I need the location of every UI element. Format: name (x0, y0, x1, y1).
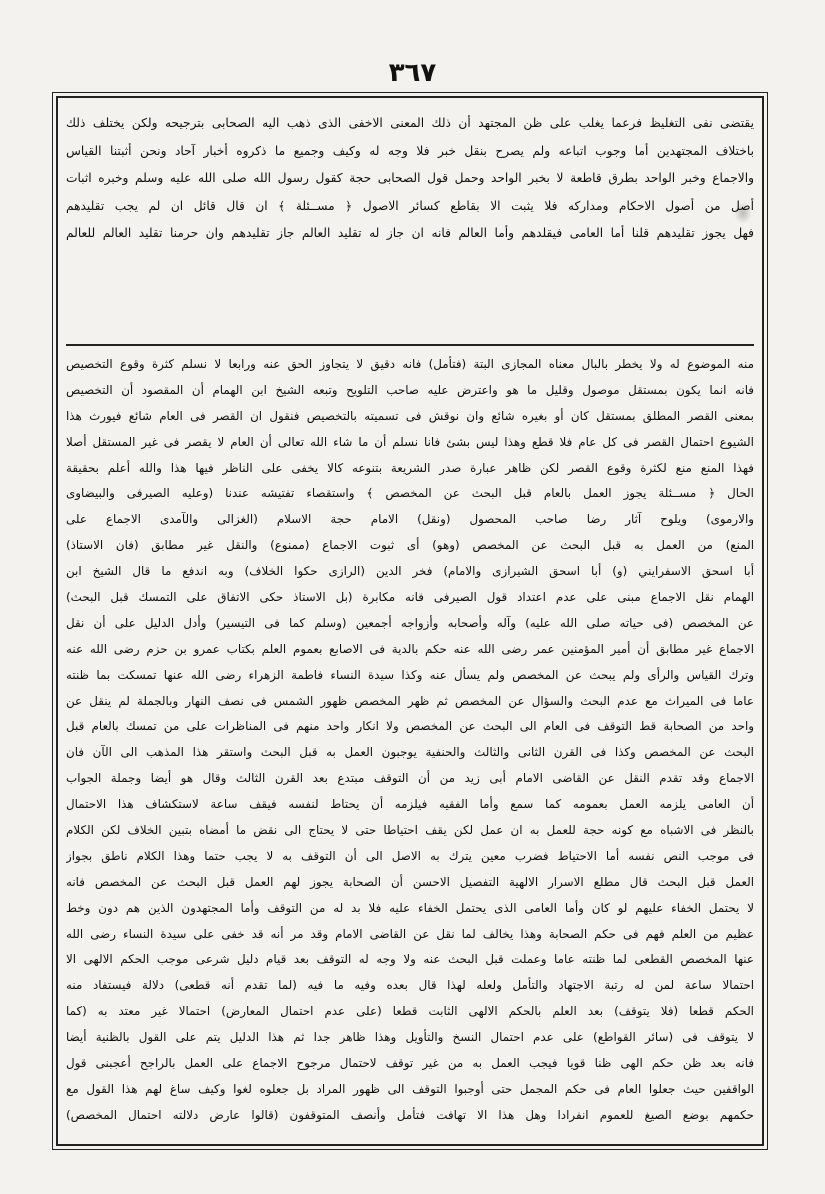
sharh-line: بمعنى القصر المطلق بمستقل كان أو بغيره شائع وان نوقش فى تسميته بالتخصيص فنقول ان القصر فى العام شائع فيورث هذا (66, 408, 754, 423)
sharh-line: الهمام نقل الاجماع مبنى على عدم اعتداد قول الصيرفى فانه مكابرة (بل الاستاذ حكى الاتفاق على التمسك قبل البحث) (66, 590, 754, 605)
matn-line: باختلاف المجتهدين أما وجوب اتباعه ولم يصرح بنقل خبر فلا وجه له وكيف وجميع ما ذكروه أخبار آحاد ونحن أثبتنا القياس (66, 143, 754, 158)
matn-line: فهل يجوز تقليدهم قلنا أما العامى فيقلدهم وأما العالم فانه ان جاز له تقليد العالم جاز تقليدهم وان حرمنا تقليد العالم للعالم (66, 226, 754, 240)
sharh-line: حكمهم بوضع الصيغ للعموم انفرادا وهل هذا الا تهافت فتأمل وأنصف المتوقفون (قالوا عارض دلالته احتمال المخصص) (66, 1107, 754, 1122)
sharh-line: الحال ﴿ مســئلة يجوز العمل بالعام قبل البحث عن المخصص ﴾ واستقصاء تفتيشه عندنا (وعليه الصيرفى والبيضاوى (66, 486, 754, 501)
sharh-commentary-block (66, 352, 754, 1136)
sharh-line: البحث عن المخصص وكذا فى القرن الثانى والثالث والحنفية يوجبون العمل به قبل البحث واستقر هذا المذهب الى الآن فان (66, 745, 754, 760)
matn-line: أصل من أصول الاحكام ومداركه فلا يثبت الا بقاطع كسائر الاصول ﴿ مســئلة ﴾ ان قال قائل ان لم يجب تقليدهم (66, 198, 754, 213)
sharh-line: واحد من الصحابة قط التوقف فى العام الى البحث عن المخصص ولا انكار واحد منهم فى المناظرات على من تمسك بالعام قبل (66, 719, 754, 734)
page-number: ٣٦٧ (388, 58, 437, 88)
sharh-line: العمل قبل البحث قال مطلع الاسرار الالهية التفصيل الاحسن أن الصحابة يجوز لهم العمل قبل البحث عن المخصص فانه (66, 874, 754, 889)
sharh-line: الحكم قطعا (فلا يتوقف) بعد العلم بالحكم الالهى الثابت قطعا (على عدم احتمال المعارض) احتمالا غير معتد به (كما (66, 1004, 754, 1019)
sharh-line: أن العامى يلزمه العمل بعمومه كما سمع وأما الفقيه فيلزمه أن يحتاط لنفسه فيقف ساعة لاستكشاف هذا الاحتمال (66, 797, 754, 812)
sharh-line: وترك القياس والرأى ولم يبحث عن المخصص ولم يسأل عنه وكذا سيدة النساء فاطمة الزهراء رضى الله عنها تمسكت بما ظنته (66, 667, 754, 682)
sharh-line: لا يحتمل الخفاء عليهم لو كان وأما العامى الذى يحتمل الخفاء عليه فلا بد له من التوقف وأما المجتهدون الذين هم دون وخط (66, 900, 754, 915)
sharh-line: الشيوع احتمال القصر فى كل عام فلا قطع وهذا ليس بشئ فانا نسلم أن ما شاء الله تعالى أن العام لا يقصر فى غير المستقل أصلا (66, 434, 754, 449)
sharh-line: فى موجب النص نفسه أما الاحتياط فضرب معين يترك به الاصل الى أن التوقف به لا يجب حتما وهذا الكلام ناطق بجواز (66, 848, 754, 863)
sharh-line: عظيم من العلم فهم فى حكم الصحابة وهذا يخالف لما نقل عن القاضى الامام وقد مر أنه قد خفى على سيدة النساء رضى الله (66, 926, 754, 941)
sharh-line: أبا اسحق الاسفرايني (و) أبا اسحق الشيرازى والامام) فخر الدين (الرازى حكوا الخلاف) وبه اندفع ما قال الشيخ ابن (66, 564, 754, 579)
sharh-line: الواقفين حيث جعلوا العام فى حكم المجمل حتى أوجبوا التوقف الى ظهور المراد بل جعلوه لغوا وكيف ساغ لهم هذا القول مع (66, 1081, 754, 1096)
page-frame (56, 96, 764, 1146)
sharh-line: عاما فى الميراث مع عدم البحث والسؤال عن المخصص ثم ظهر المخصص ظهور الشمس فى نصف النهار وبالجملة لم ينقل عن (66, 693, 754, 708)
matn-line: والاجماع وخبر الواحد بطرق قاطعة لا بخبر الواحد وحمل قول الصحابى حجة كقول رسول الله صلى الله عليه وسلم وخبره اثبات (66, 171, 754, 185)
sharh-line: المنع) من العمل به قبل البحث عن المخصص (وهو) أى ثبوت الاجماع (ممنوع) والنقل غير مطابق (فان الاستاذ) (66, 538, 754, 553)
sharh-line: عنها المخصص القطعى لما ظنته عاما وعملت قبل البحث عنه ولا وجه له التوقف بعد قيام دليل شرعى موجب الحكم الالهى الا (66, 952, 754, 967)
matn-text-block (66, 110, 754, 346)
sharh-line: الاجماع غير مطابق أن أمير المؤمنين عمر رضى الله عنه حكم بالدية فى الاصابع بعموم العلم بكتاب عمرو بن حزم رضى الله عنه (66, 641, 754, 656)
sharh-line: فانه انما يكون بمستقل موصول وقليل ما هو واعترض عليه صاحب التلويح وتبعه الشيخ ابن الهمام أن المقصود أن التخصيص (66, 382, 754, 397)
sharh-line: الاجماع وقد تقدم النقل عن القاضى الامام أبى زيد من أن التوقف مبتدع بعد القرن الثالث وقال هو أيضا وجملة الجواب (66, 771, 754, 786)
matn-line: يقتضى نفى التغليظ فرعما يغلب على ظن المجتهد أن ذلك المعنى الاخفى الذى ذهب اليه الصحابى بترجيحه ولكن يختلف ذلك (66, 116, 754, 130)
sharh-line: فانه بعد ظن حكم الهى ظنا قويا فيجب العمل به من غير توقف لاحتمال مرجوح الاجماع على العمل بالراجح أعجبنى قول (66, 1056, 754, 1071)
sharh-line: احتمالا ساعة لمن له رتبة الاجتهاد والتأمل ولعله لهذا قال بعده وفيه ما فيه (لما تقدم أنه قطعى) دلالة فيستفاد منه (66, 978, 754, 993)
sharh-line: والارموى) ويلوح آثار رضا صاحب المحصول (ونقل) الامام حجة الاسلام (الغزالى والآمدى الاجماع على (66, 512, 754, 527)
sharh-line: عن المخصص (فى حياته صلى الله عليه) وآله وأصحابه وأزواجه أجمعين (وسلم كما فى التيسير) وأدل الدليل على أن نقل (66, 615, 754, 630)
sharh-line: لا يتوقف فى (سائر القواطع) على عدم احتمال النسخ والتأويل وهذا ظاهر جدا ثم هذا الدليل يتم على القول بالظنية أيضا (66, 1030, 754, 1045)
sharh-line: فهذا المنع منع لكثرة وقوع القصر لكن ظاهر عبارة صدر الشريعة بتنوعه كالا يخفى على الناظر فيها هذا والله أعلم بحقيقة (66, 460, 754, 475)
sharh-line: منه الموضوع له ولا يخطر بالبال معناه المجازى البتة (فتأمل) فانه دقيق لا يتجاوز الحق عنه ورابعا لا نسلم كثرة وقوع التخصيص (66, 357, 754, 371)
sharh-line: بالنظر فى الاشباه مع كونه حجة للعمل به ان عمل لكن يقف احتياطا حتى لا يحتاج الى نقض ما أمضاه بتبين الخلاف لكن الكلام (66, 823, 754, 838)
